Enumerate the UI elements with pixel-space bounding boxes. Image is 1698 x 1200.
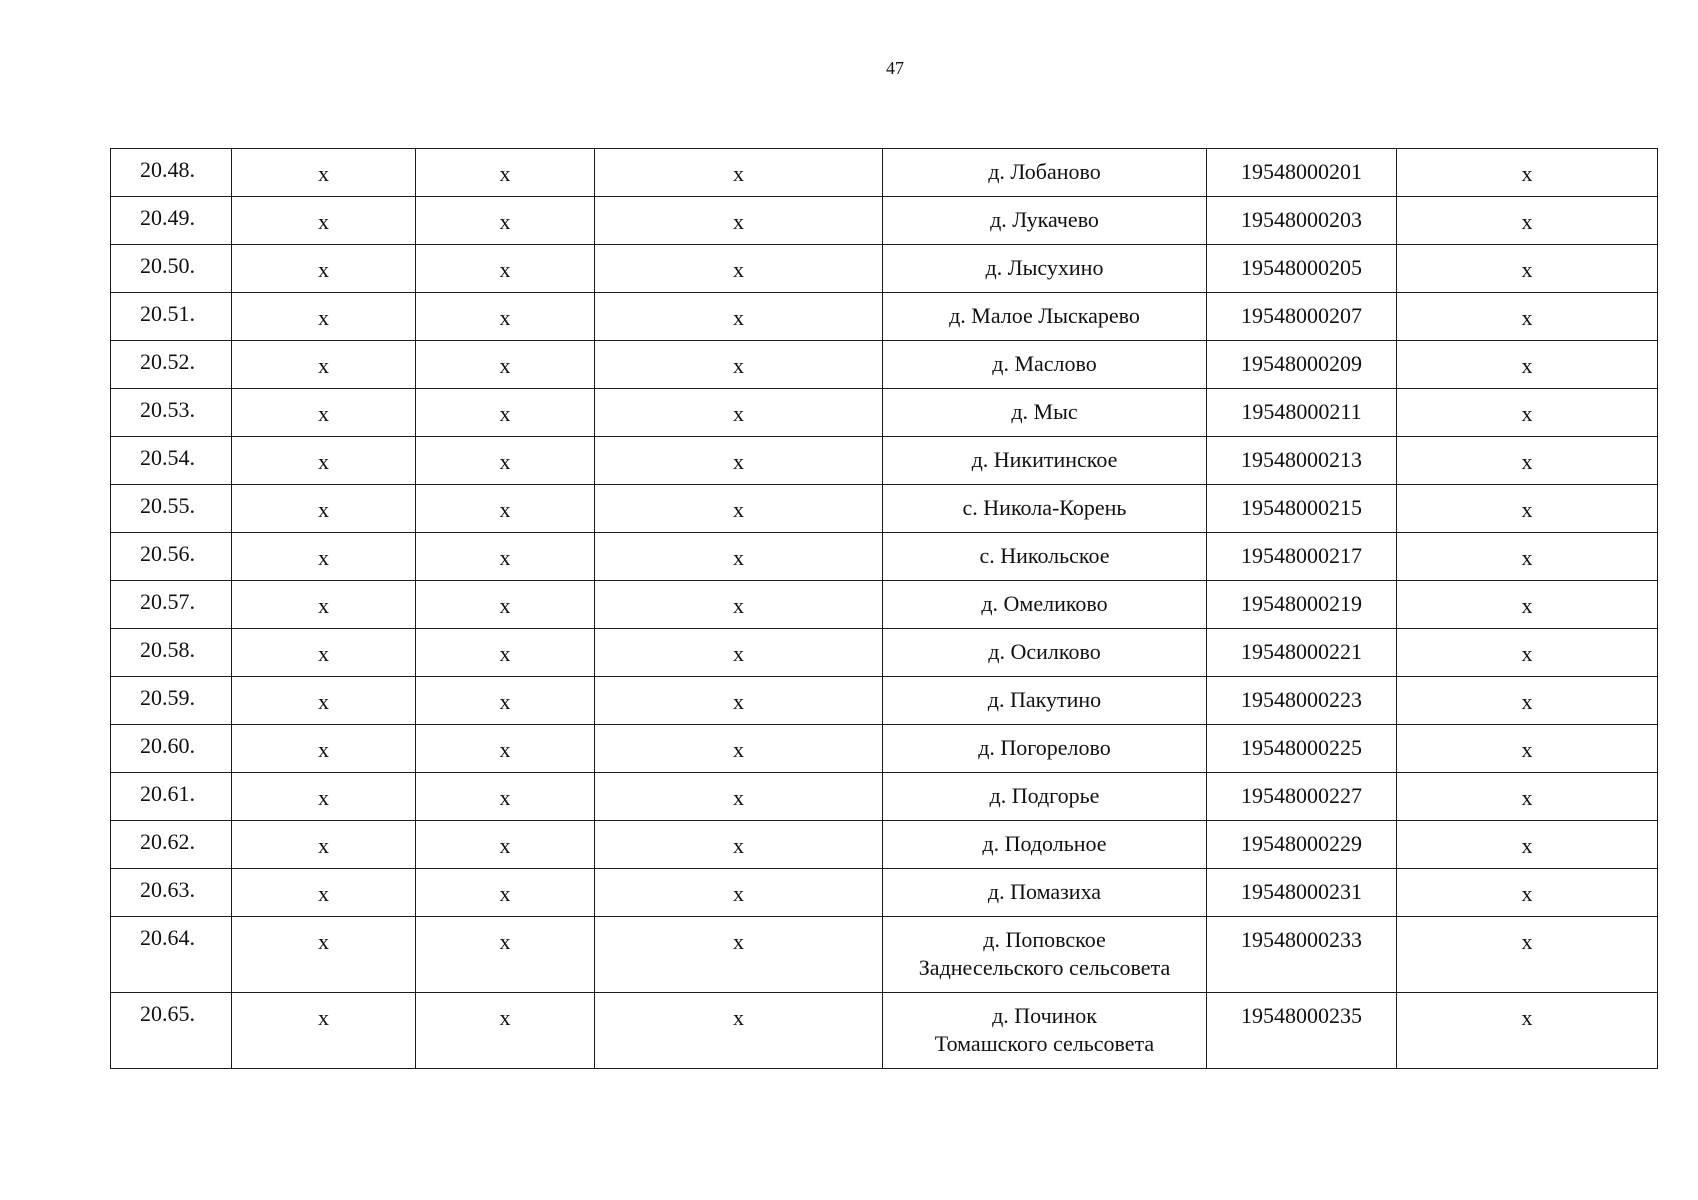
oktmo-code-cell	[1207, 389, 1397, 437]
table-row	[111, 389, 1658, 437]
table-row	[111, 149, 1658, 197]
oktmo-code-cell	[1207, 581, 1397, 629]
settlements-table-container	[110, 148, 1657, 1069]
cell-x-col4-cell	[595, 581, 883, 629]
cell-x-col2-cell	[232, 437, 416, 485]
settlement-name	[883, 993, 1206, 1058]
cell-x-col4-cell	[595, 821, 883, 869]
cell-x-col7-cell	[1397, 993, 1658, 1069]
table-row	[111, 725, 1658, 773]
cell-x-col4: x	[733, 497, 744, 522]
cell-x-col3: x	[499, 1005, 511, 1030]
cell-x-col2-cell	[232, 869, 416, 917]
settlement-name-line: д. Помазиха	[987, 879, 1102, 904]
table-row	[111, 629, 1658, 677]
cell-x-col7-cell	[1397, 773, 1658, 821]
cell-x-col2: x	[318, 1005, 329, 1030]
row-number: 20.59.	[140, 685, 195, 710]
settlement-name	[883, 677, 1206, 714]
cell-x-col3: x	[499, 305, 511, 330]
cell-x-col3: x	[499, 593, 511, 618]
cell-x-col3: x	[499, 641, 511, 666]
cell-x-col4: x	[733, 449, 744, 474]
cell-x-col2: x	[318, 161, 329, 186]
table-row	[111, 533, 1658, 581]
oktmo-code-cell	[1207, 197, 1397, 245]
row-number-cell	[111, 437, 232, 485]
cell-x-col7: x	[1521, 257, 1533, 282]
cell-x-col2-cell	[232, 773, 416, 821]
settlement-name-line: д. Лысухино	[985, 255, 1104, 280]
settlement-name-cell	[883, 821, 1207, 869]
cell-x-col4-cell	[595, 677, 883, 725]
cell-x-col3-cell	[416, 917, 595, 993]
cell-x-col4-cell	[595, 917, 883, 993]
settlement-name	[883, 485, 1206, 522]
cell-x-col3-cell	[416, 485, 595, 533]
cell-x-col4-cell	[595, 725, 883, 773]
cell-x-col2-cell	[232, 821, 416, 869]
cell-x-col2: x	[318, 401, 329, 426]
row-number-cell	[111, 629, 232, 677]
cell-x-col2: x	[318, 305, 329, 330]
cell-x-col3: x	[499, 449, 511, 474]
cell-x-col7: x	[1521, 401, 1533, 426]
cell-x-col4-cell	[595, 389, 883, 437]
table-row	[111, 245, 1658, 293]
cell-x-col2-cell	[232, 993, 416, 1069]
oktmo-code: 19548000235	[1241, 1003, 1362, 1028]
cell-x-col4: x	[733, 593, 744, 618]
cell-x-col3-cell	[416, 993, 595, 1069]
cell-x-col4: x	[733, 881, 744, 906]
row-number-cell	[111, 917, 232, 993]
settlement-name-cell	[883, 773, 1207, 821]
oktmo-code: 19548000209	[1241, 351, 1362, 376]
cell-x-col7-cell	[1397, 197, 1658, 245]
settlement-name-line: с. Никола-Корень	[962, 495, 1127, 520]
cell-x-col3: x	[499, 209, 511, 234]
oktmo-code-cell	[1207, 917, 1397, 993]
cell-x-col3: x	[499, 401, 511, 426]
cell-x-col3: x	[499, 737, 511, 762]
cell-x-col3: x	[499, 353, 511, 378]
row-number: 20.62.	[140, 829, 195, 854]
cell-x-col4: x	[733, 305, 744, 330]
row-number-cell	[111, 581, 232, 629]
cell-x-col3-cell	[416, 629, 595, 677]
oktmo-code: 19548000233	[1241, 927, 1362, 952]
oktmo-code: 19548000219	[1241, 591, 1362, 616]
cell-x-col7: x	[1521, 161, 1533, 186]
settlement-name	[883, 293, 1206, 330]
cell-x-col2-cell	[232, 149, 416, 197]
cell-x-col7: x	[1521, 737, 1533, 762]
cell-x-col2-cell	[232, 677, 416, 725]
oktmo-code: 19548000207	[1241, 303, 1362, 328]
cell-x-col7-cell	[1397, 245, 1658, 293]
cell-x-col3: x	[499, 497, 511, 522]
row-number-cell	[111, 533, 232, 581]
cell-x-col7-cell	[1397, 725, 1658, 773]
oktmo-code-cell	[1207, 773, 1397, 821]
cell-x-col4: x	[733, 209, 744, 234]
oktmo-code: 19548000217	[1241, 543, 1362, 568]
cell-x-col4-cell	[595, 245, 883, 293]
oktmo-code: 19548000229	[1241, 831, 1362, 856]
row-number-cell	[111, 149, 232, 197]
cell-x-col4-cell	[595, 197, 883, 245]
settlement-name-cell	[883, 629, 1207, 677]
cell-x-col7: x	[1521, 929, 1533, 954]
settlement-name-line: д. Погорелово	[978, 735, 1111, 760]
cell-x-col7: x	[1521, 353, 1533, 378]
oktmo-code: 19548000231	[1241, 879, 1362, 904]
settlement-name	[883, 245, 1206, 282]
row-number: 20.63.	[140, 877, 195, 902]
row-number-cell	[111, 389, 232, 437]
cell-x-col3: x	[499, 257, 511, 282]
settlement-name-cell	[883, 725, 1207, 773]
cell-x-col3: x	[499, 161, 511, 186]
table-row	[111, 677, 1658, 725]
cell-x-col3: x	[499, 833, 511, 858]
settlement-name	[883, 149, 1206, 186]
cell-x-col7-cell	[1397, 629, 1658, 677]
cell-x-col3-cell	[416, 197, 595, 245]
row-number-cell	[111, 197, 232, 245]
cell-x-col2-cell	[232, 341, 416, 389]
settlement-name-line: с. Никольское	[979, 543, 1110, 568]
oktmo-code-cell	[1207, 341, 1397, 389]
cell-x-col3-cell	[416, 437, 595, 485]
settlement-name-line: д. Осилково	[988, 639, 1101, 664]
oktmo-code-cell	[1207, 533, 1397, 581]
cell-x-col7: x	[1521, 209, 1533, 234]
settlement-name-line: д. Поповское	[983, 927, 1106, 952]
cell-x-col7-cell	[1397, 677, 1658, 725]
oktmo-code-cell	[1207, 149, 1397, 197]
cell-x-col2-cell	[232, 245, 416, 293]
cell-x-col7-cell	[1397, 581, 1658, 629]
table-row	[111, 341, 1658, 389]
cell-x-col4: x	[733, 785, 744, 810]
cell-x-col4: x	[733, 1005, 744, 1030]
settlement-name-line: д. Омеликово	[981, 591, 1108, 616]
row-number-cell	[111, 725, 232, 773]
table-row	[111, 437, 1658, 485]
cell-x-col3: x	[499, 785, 511, 810]
cell-x-col7-cell	[1397, 341, 1658, 389]
cell-x-col4-cell	[595, 869, 883, 917]
cell-x-col7: x	[1521, 593, 1533, 618]
row-number: 20.61.	[140, 781, 195, 806]
cell-x-col4: x	[733, 833, 744, 858]
cell-x-col2: x	[318, 641, 329, 666]
cell-x-col7-cell	[1397, 917, 1658, 993]
cell-x-col2: x	[318, 593, 329, 618]
table-body	[111, 149, 1658, 1069]
cell-x-col3-cell	[416, 869, 595, 917]
settlement-name-cell	[883, 197, 1207, 245]
cell-x-col3-cell	[416, 533, 595, 581]
cell-x-col4: x	[733, 353, 744, 378]
cell-x-col3-cell	[416, 581, 595, 629]
cell-x-col4: x	[733, 737, 744, 762]
settlement-name-line: д. Починок	[992, 1003, 1097, 1028]
cell-x-col3: x	[499, 881, 511, 906]
settlement-name	[883, 629, 1206, 666]
settlement-name-cell	[883, 341, 1207, 389]
settlement-name	[883, 773, 1206, 810]
settlements-table	[110, 148, 1658, 1069]
settlement-name-cell	[883, 581, 1207, 629]
cell-x-col4-cell	[595, 341, 883, 389]
cell-x-col2: x	[318, 689, 329, 714]
table-row	[111, 581, 1658, 629]
cell-x-col4: x	[733, 161, 744, 186]
cell-x-col3: x	[499, 929, 511, 954]
cell-x-col7-cell	[1397, 389, 1658, 437]
cell-x-col2-cell	[232, 581, 416, 629]
table-row	[111, 293, 1658, 341]
row-number: 20.60.	[140, 733, 195, 758]
cell-x-col7-cell	[1397, 821, 1658, 869]
settlement-name-cell	[883, 993, 1207, 1069]
oktmo-code: 19548000221	[1241, 639, 1362, 664]
cell-x-col4-cell	[595, 533, 883, 581]
cell-x-col4-cell	[595, 773, 883, 821]
cell-x-col7: x	[1521, 545, 1533, 570]
settlement-name-cell	[883, 149, 1207, 197]
cell-x-col2: x	[318, 929, 329, 954]
cell-x-col7-cell	[1397, 533, 1658, 581]
oktmo-code: 19548000211	[1241, 399, 1362, 424]
oktmo-code-cell	[1207, 821, 1397, 869]
oktmo-code-cell	[1207, 993, 1397, 1069]
cell-x-col2: x	[318, 881, 329, 906]
table-row	[111, 869, 1658, 917]
settlement-name-cell	[883, 869, 1207, 917]
settlement-name-line: д. Мыс	[1011, 399, 1078, 424]
row-number: 20.56.	[140, 541, 195, 566]
cell-x-col7: x	[1521, 305, 1533, 330]
settlement-name-cell	[883, 389, 1207, 437]
cell-x-col2: x	[318, 209, 329, 234]
row-number-cell	[111, 293, 232, 341]
row-number-cell	[111, 821, 232, 869]
cell-x-col7-cell	[1397, 869, 1658, 917]
row-number-cell	[111, 869, 232, 917]
oktmo-code-cell	[1207, 485, 1397, 533]
settlement-name	[883, 533, 1206, 570]
settlement-name-cell	[883, 485, 1207, 533]
row-number: 20.50.	[140, 253, 195, 278]
row-number: 20.57.	[140, 589, 195, 614]
row-number-cell	[111, 485, 232, 533]
cell-x-col3: x	[499, 545, 511, 570]
cell-x-col4: x	[733, 257, 744, 282]
cell-x-col4: x	[733, 545, 744, 570]
oktmo-code-cell	[1207, 437, 1397, 485]
table-row	[111, 485, 1658, 533]
oktmo-code-cell	[1207, 245, 1397, 293]
row-number: 20.58.	[140, 637, 195, 662]
cell-x-col7-cell	[1397, 437, 1658, 485]
cell-x-col7-cell	[1397, 149, 1658, 197]
settlement-name-cell	[883, 437, 1207, 485]
page-number: 47	[886, 58, 904, 78]
cell-x-col3-cell	[416, 677, 595, 725]
cell-x-col4-cell	[595, 293, 883, 341]
oktmo-code: 19548000205	[1241, 255, 1362, 280]
table-row	[111, 773, 1658, 821]
oktmo-code: 19548000201	[1241, 159, 1362, 184]
cell-x-col4-cell	[595, 485, 883, 533]
cell-x-col2: x	[318, 785, 329, 810]
settlement-name-cell	[883, 677, 1207, 725]
cell-x-col2-cell	[232, 485, 416, 533]
settlement-name	[883, 389, 1206, 426]
row-number: 20.54.	[140, 445, 195, 470]
table-row	[111, 917, 1658, 993]
cell-x-col3-cell	[416, 773, 595, 821]
oktmo-code: 19548000213	[1241, 447, 1362, 472]
cell-x-col7-cell	[1397, 293, 1658, 341]
oktmo-code: 19548000223	[1241, 687, 1362, 712]
row-number: 20.64.	[140, 925, 195, 950]
cell-x-col7: x	[1521, 833, 1533, 858]
cell-x-col2-cell	[232, 725, 416, 773]
row-number-cell	[111, 341, 232, 389]
row-number: 20.53.	[140, 397, 195, 422]
oktmo-code-cell	[1207, 725, 1397, 773]
cell-x-col4-cell	[595, 629, 883, 677]
cell-x-col2-cell	[232, 293, 416, 341]
cell-x-col2: x	[318, 497, 329, 522]
cell-x-col3-cell	[416, 293, 595, 341]
cell-x-col2: x	[318, 449, 329, 474]
settlement-name	[883, 869, 1206, 906]
cell-x-col2-cell	[232, 629, 416, 677]
settlement-name	[883, 341, 1206, 378]
settlement-name-line: д. Лукачево	[990, 207, 1099, 232]
row-number: 20.49.	[140, 205, 195, 230]
cell-x-col7: x	[1521, 881, 1533, 906]
row-number-cell	[111, 245, 232, 293]
settlement-name-line: д. Подгорье	[989, 783, 1100, 808]
cell-x-col7-cell	[1397, 485, 1658, 533]
cell-x-col3-cell	[416, 389, 595, 437]
cell-x-col3-cell	[416, 725, 595, 773]
cell-x-col2-cell	[232, 197, 416, 245]
cell-x-col3-cell	[416, 821, 595, 869]
cell-x-col2: x	[318, 545, 329, 570]
oktmo-code-cell	[1207, 869, 1397, 917]
row-number: 20.52.	[140, 349, 195, 374]
cell-x-col4-cell	[595, 993, 883, 1069]
cell-x-col4-cell	[595, 437, 883, 485]
cell-x-col3-cell	[416, 245, 595, 293]
table-row	[111, 197, 1658, 245]
table-row	[111, 993, 1658, 1069]
oktmo-code-cell	[1207, 629, 1397, 677]
cell-x-col2-cell	[232, 389, 416, 437]
settlement-name	[883, 197, 1206, 234]
settlement-name-cell	[883, 245, 1207, 293]
row-number-cell	[111, 773, 232, 821]
cell-x-col2: x	[318, 353, 329, 378]
table-row	[111, 821, 1658, 869]
cell-x-col2: x	[318, 833, 329, 858]
cell-x-col4-cell	[595, 149, 883, 197]
oktmo-code: 19548000227	[1241, 783, 1362, 808]
settlement-name-line: д. Никитинское	[971, 447, 1118, 472]
cell-x-col2-cell	[232, 917, 416, 993]
cell-x-col4: x	[733, 929, 744, 954]
cell-x-col2-cell	[232, 533, 416, 581]
oktmo-code-cell	[1207, 293, 1397, 341]
oktmo-code: 19548000215	[1241, 495, 1362, 520]
cell-x-col7: x	[1521, 449, 1533, 474]
row-number-cell	[111, 993, 232, 1069]
settlement-name	[883, 725, 1206, 762]
oktmo-code: 19548000225	[1241, 735, 1362, 760]
row-number-cell	[111, 677, 232, 725]
cell-x-col7: x	[1521, 497, 1533, 522]
cell-x-col2: x	[318, 257, 329, 282]
settlement-name-cell	[883, 293, 1207, 341]
cell-x-col7: x	[1521, 785, 1533, 810]
settlement-name-cell	[883, 533, 1207, 581]
row-number: 20.65.	[140, 1001, 195, 1026]
settlement-name-cell	[883, 917, 1207, 993]
settlement-name	[883, 917, 1206, 982]
cell-x-col2: x	[318, 737, 329, 762]
settlement-name	[883, 437, 1206, 474]
cell-x-col7: x	[1521, 1005, 1533, 1030]
oktmo-code: 19548000203	[1241, 207, 1362, 232]
cell-x-col7: x	[1521, 689, 1533, 714]
cell-x-col4: x	[733, 401, 744, 426]
settlement-name	[883, 821, 1206, 858]
settlement-name-line: д. Пакутино	[987, 687, 1102, 712]
cell-x-col3: x	[499, 689, 511, 714]
cell-x-col4: x	[733, 689, 744, 714]
oktmo-code-cell	[1207, 677, 1397, 725]
settlement-name-line: д. Маслово	[992, 351, 1097, 376]
row-number: 20.51.	[140, 301, 195, 326]
cell-x-col7: x	[1521, 641, 1533, 666]
cell-x-col3-cell	[416, 149, 595, 197]
settlement-name-line: Томашского сельсовета	[934, 1031, 1155, 1056]
settlement-name-line: Заднесельского сельсовета	[918, 955, 1171, 980]
settlement-name-line: д. Лобаново	[988, 159, 1101, 184]
cell-x-col3-cell	[416, 341, 595, 389]
settlement-name	[883, 581, 1206, 618]
row-number: 20.48.	[140, 157, 195, 182]
settlement-name-line: д. Малое Лыскарево	[949, 303, 1140, 328]
cell-x-col4: x	[733, 641, 744, 666]
row-number: 20.55.	[140, 493, 195, 518]
settlement-name-line: д. Подольное	[982, 831, 1107, 856]
